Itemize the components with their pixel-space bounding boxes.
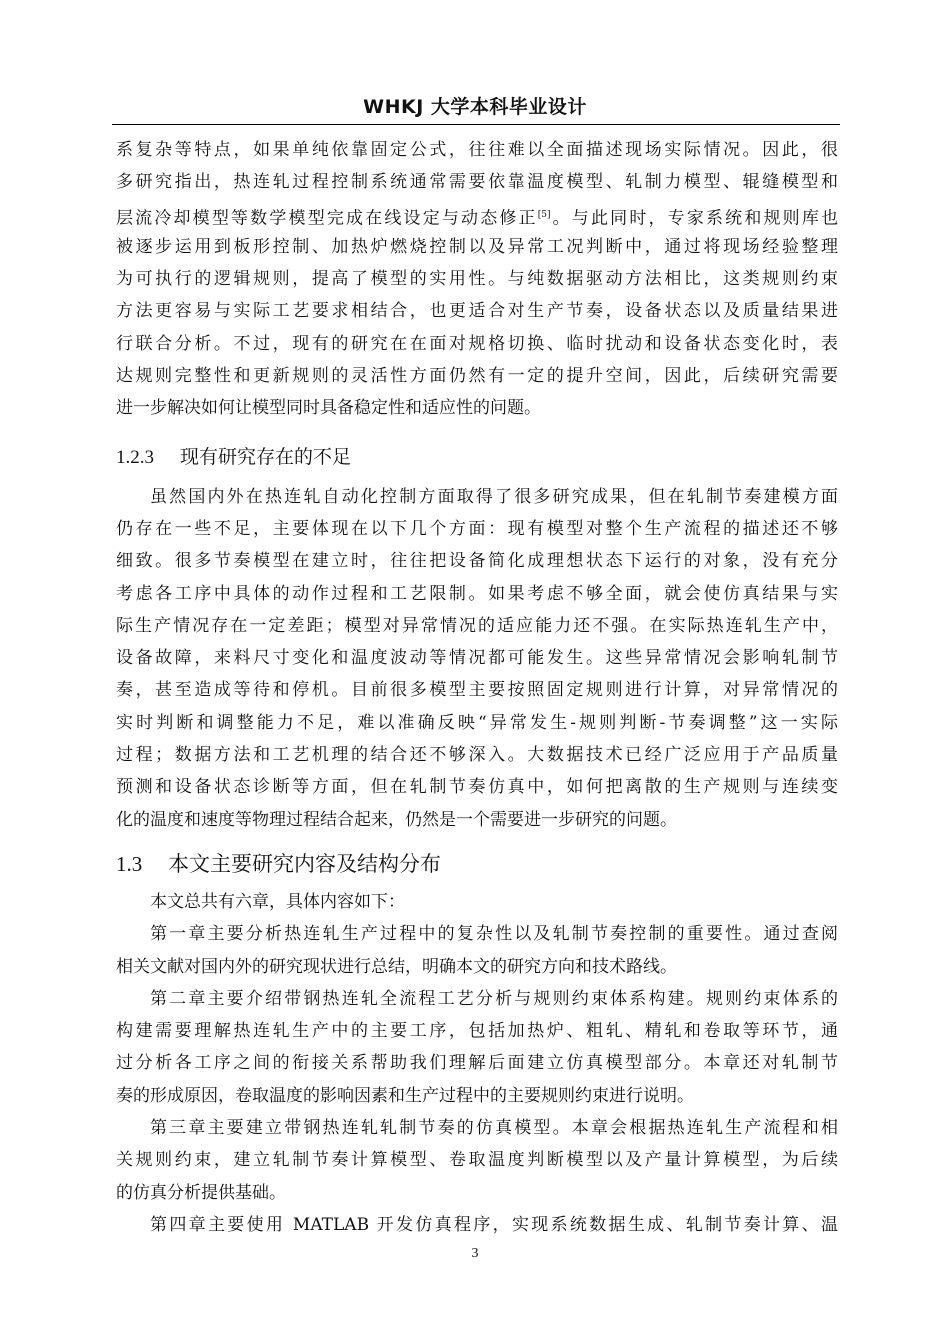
paragraph-chapter-1 [116, 918, 838, 983]
text-line: 的仿真分析提供基础。 [116, 1182, 286, 1203]
text-line: 设备故障，来料尺寸变化和温度波动等情况都可能发生。这些异常情况会影响轧制节 [116, 648, 838, 669]
text-line: 本文总共有六章，具体内容如下： [150, 891, 405, 912]
text-line: 过分析各工序之间的衔接关系帮助我们理解后面建立仿真模型部分。本章还对轧制节 [116, 1053, 838, 1074]
text-line: 相关文献对国内外的研究现状进行总结，明确本文的研究方向和技术路线。 [116, 956, 677, 977]
text-line: 仍存在一些不足，主要体现在以下几个方面：现有模型对整个生产流程的描述还不够 [116, 518, 838, 539]
paragraph-chapter-2 [116, 983, 838, 1112]
paragraph [116, 134, 838, 425]
citation: [5] [537, 209, 551, 220]
paragraph-chapter-3 [116, 1112, 838, 1209]
page-header: WHKJ 大学本科毕业设计 [363, 96, 587, 118]
section-number: 1.3 [116, 851, 143, 876]
text-line: 预测和设备状态诊断等方面，但在轧制节奏仿真中，如何把离散的生产规则与连续变 [116, 777, 838, 798]
text-line: 第四章主要使用 MATLAB 开发仿真程序，实现系统数据生成、轧制节奏计算、温 [150, 1214, 838, 1235]
section-title: 本文主要研究内容及结构分布 [168, 851, 441, 876]
text-line: 系复杂等特点，如果单纯依靠固定公式，往往难以全面描述现场实际情况。因此，很 [116, 140, 838, 160]
body-text [116, 134, 838, 1241]
text-line: 化的温度和速度等物理过程结合起来，仍然是一个需要进一步研究的问题。 [116, 809, 677, 830]
text-line: 行联合分析。不过，现有的研究在在面对规格切换、临时扰动和设备状态变化时，表 [116, 333, 838, 354]
text-line: 考虑各工序中具体的动作过程和工艺限制。如果考虑不够全面，就会使仿真结果与实 [116, 583, 838, 604]
text-line: 第二章主要介绍带钢热连轧全流程工艺分析与规则约束体系构建。规则约束体系的 [150, 988, 838, 1009]
text-line: 进一步解决如何让模型同时具备稳定性和适应性的问题。 [116, 398, 541, 419]
page-number: 3 [471, 1246, 479, 1261]
text-span: 。与此同时，专家系统和规则库也 [550, 208, 839, 229]
section-title: 现有研究存在的不足 [180, 445, 352, 468]
text-line [116, 199, 838, 231]
text-span: 层流冷却模型等数学模型完成在线设定与动态修正 [116, 208, 538, 229]
paragraph [116, 481, 838, 836]
text-line: 奏的形成原因，卷取温度的影响因素和生产过程中的主要规则约束进行说明。 [116, 1085, 694, 1106]
text-line: 达规则完整性和更新规则的灵活性方面仍然有一定的提升空间，因此，后续研究需要 [116, 366, 838, 387]
header-rule [112, 124, 840, 125]
text-line: 多研究指出，热连轧过程控制系统通常需要依靠温度模型、轧制力模型、辊缝模型和 [116, 172, 838, 193]
text-line: 构建需要理解热连轧生产中的主要工序，包括加热炉、粗轧、精轧和卷取等环节，通 [116, 1021, 838, 1042]
text-line: 方法更容易与实际工艺要求相结合，也更适合对生产节奏，设备状态以及质量结果进 [116, 301, 838, 322]
text-line: 际生产情况存在一定差距；模型对异常情况的适应能力还不强。在实际热连轧生产中， [116, 615, 838, 636]
text-line: 第三章主要建立带钢热连轧轧制节奏的仿真模型。本章会根据热连轧生产流程和相 [150, 1118, 838, 1139]
text-line: 奏，甚至造成等待和停机。目前很多模型主要按照固定规则进行计算，对异常情况的 [116, 680, 838, 701]
text-line: 实时判断和调整能力不足，难以准确反映“异常发生-规则判断-节奏调整”这一实际 [116, 712, 838, 733]
text-line: 第一章主要分析热连轧生产过程中的复杂性以及轧制节奏控制的重要性。通过查阅 [150, 924, 838, 945]
section-number: 1.2.3 [116, 446, 154, 468]
text-line: 为可执行的逻辑规则，提高了模型的实用性。与纯数据驱动方法相比，这类规则约束 [116, 269, 838, 290]
text-line: 关规则约束，建立轧制节奏计算模型、卷取温度判断模型以及产量计算模型，为后续 [116, 1150, 838, 1171]
section-heading [116, 842, 838, 886]
text-line: 被逐步运用到板形控制、加热炉燃烧控制以及异常工况判断中，通过将现场经验整理 [116, 236, 838, 257]
text-line: 细致。很多节奏模型在建立时，往往把设备简化成理想状态下运行的对象，没有充分 [116, 551, 838, 572]
text-line: 过程；数据方法和工艺机理的结合还不够深入。大数据技术已经广泛应用于产品质量 [116, 745, 838, 766]
text-line: 虽然国内外在热连轧自动化控制方面取得了很多研究成果，但在轧制节奏建模方面 [150, 486, 838, 507]
paragraph-chapter-4 [116, 1209, 838, 1241]
section-heading [116, 435, 838, 479]
